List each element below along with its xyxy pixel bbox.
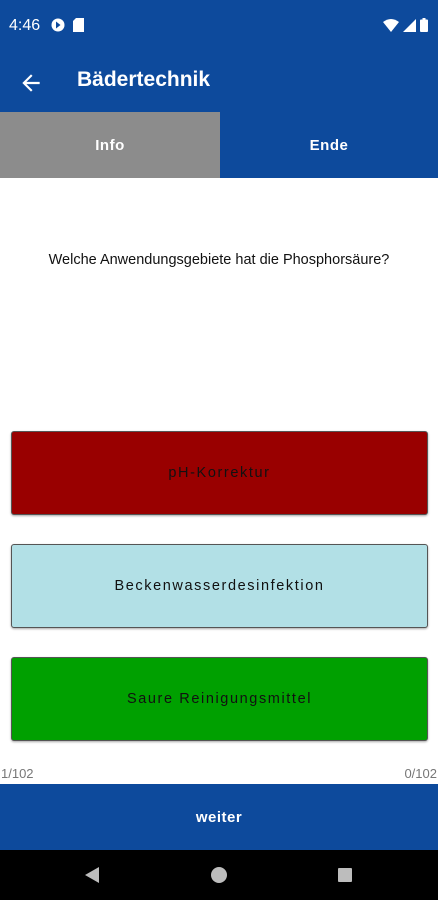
tab-ende[interactable]: Ende — [220, 112, 438, 178]
question-text: Welche Anwendungsgebiete hat die Phosphorsäure? — [48, 252, 390, 268]
system-nav-bar — [0, 850, 438, 900]
tab-bar — [0, 112, 438, 178]
app-bar — [0, 52, 438, 112]
progress-counter-right: 0/102 — [404, 766, 437, 781]
tab-info[interactable]: Info — [0, 112, 220, 178]
nav-back-icon[interactable] — [84, 866, 100, 884]
sd-card-icon — [73, 18, 84, 32]
nav-recents-icon[interactable] — [338, 868, 352, 882]
back-arrow-icon[interactable] — [18, 70, 44, 96]
signal-icon — [403, 19, 416, 32]
nav-home-icon[interactable] — [211, 867, 227, 883]
page-title: Bädertechnik — [77, 68, 211, 91]
answer-button-2[interactable]: Beckenwasserdesinfektion — [11, 544, 428, 628]
battery-icon — [420, 18, 428, 32]
progress-counter-left: 1/102 — [1, 766, 34, 781]
app-notification-icon — [51, 18, 65, 32]
answer-button-1[interactable]: pH-Korrektur — [11, 431, 428, 515]
next-button[interactable]: weiter — [0, 784, 438, 850]
answer-button-3[interactable]: Saure Reinigungsmittel — [11, 657, 428, 741]
status-bar — [0, 0, 438, 52]
status-time: 4:46 — [9, 17, 41, 34]
wifi-icon — [383, 19, 399, 32]
